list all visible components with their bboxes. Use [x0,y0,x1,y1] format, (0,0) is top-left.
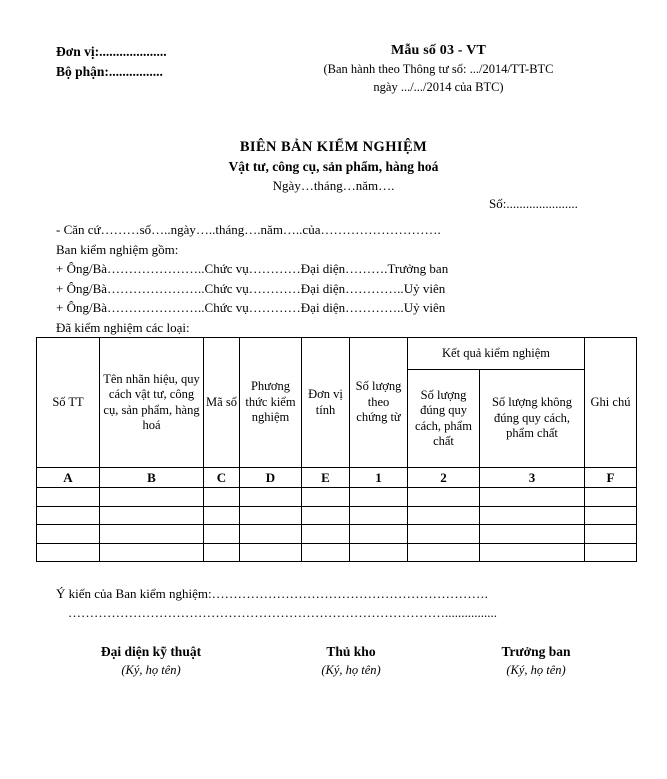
table-cell[interactable] [100,543,204,562]
member-representing-field: Đại diện………. [300,261,388,276]
table-body [37,488,637,562]
table-cell[interactable] [408,506,480,525]
table-cell[interactable] [204,543,240,562]
table-cell[interactable] [585,506,637,525]
signature-note: (Ký, họ tên) [121,663,181,677]
table-cell[interactable] [240,506,302,525]
committee-member-row [56,298,636,318]
member-position-field: Chức vụ………… [204,300,301,315]
table-cell[interactable] [408,488,480,507]
department-field-label: Bộ phận:................ [56,64,163,79]
document-header [0,42,667,96]
table-row[interactable] [37,488,637,507]
basis-line: - Căn cứ………số…..ngày…..tháng….năm…..của………………………. [56,222,441,237]
col-letter: C [204,468,240,488]
table-cell[interactable] [350,488,408,507]
member-name-field: + Ông/Bà………………….. [56,300,205,315]
col-header-unit: Đơn vị tính [302,338,350,468]
table-cell[interactable] [37,488,100,507]
opinion-block [56,584,656,622]
table-cell[interactable] [37,506,100,525]
table-cell[interactable] [302,488,350,507]
title-date-line: Ngày…tháng…năm…. [272,178,395,193]
signature-head-of-committee [436,643,636,679]
table-cell[interactable] [408,543,480,562]
table-cell[interactable] [240,543,302,562]
col-header-stt: Số TT [37,338,100,468]
col-header-qty-doc: Số lượng theo chứng từ [350,338,408,468]
member-role: Trưởng ban [387,261,449,276]
member-representing-field: Đại diện………….. [300,300,404,315]
member-role: Uỷ viên [403,300,446,315]
signature-role: Đại diện kỹ thuật [100,644,202,659]
body-text-block [56,220,636,337]
table-cell[interactable] [100,525,204,544]
signature-block [36,643,636,679]
col-header-name: Tên nhãn hiệu, quy cách vật tư, công cụ, sản phẩm, hàng hoá [100,338,204,468]
table-cell[interactable] [37,525,100,544]
signature-storekeeper [266,643,436,679]
opinion-line-2: ……………………………………………………………………………................ [68,605,497,620]
table-cell[interactable] [302,543,350,562]
col-header-qty-bad: Số lượng không đúng quy cách, phẩm chất [480,370,585,468]
member-name-field: + Ông/Bà………………….. [56,261,205,276]
page-subtitle: Vật tư, công cụ, sản phẩm, hàng hoá [228,159,439,174]
table-cell[interactable] [204,525,240,544]
table-cell[interactable] [240,525,302,544]
unit-field-label: Đơn vị:.................... [56,44,167,59]
table-cell[interactable] [100,506,204,525]
header-right-block [250,42,667,96]
col-letter: 1 [350,468,408,488]
member-role: Uỷ viên [403,280,446,296]
table-cell[interactable] [204,488,240,507]
table-cell[interactable] [585,525,637,544]
table-cell[interactable] [240,488,302,507]
col-header-code: Mã số [204,338,240,468]
issue-line-2: ngày .../.../2014 của BTC) [373,80,504,94]
page-title: BIÊN BẢN KIỂM NGHIỆM [239,139,428,155]
table-cell[interactable] [350,525,408,544]
committee-member-row [56,279,636,299]
table-cell[interactable] [480,506,585,525]
opinion-line-1: Ý kiến của Ban kiểm nghiệm:………………………………………………………. [56,586,488,601]
table-cell[interactable] [37,543,100,562]
header-left-block [0,42,250,82]
member-representing-field: Đại diện………….. [300,280,404,296]
form-code: Mẫu số 03 - VT [390,43,487,58]
member-name-field: + Ông/Bà………………….. [56,280,205,296]
member-position-field: Chức vụ………… [204,280,301,296]
title-block [0,138,667,195]
table-head [37,338,637,488]
signature-role: Thủ kho [326,644,376,659]
col-letter: D [240,468,302,488]
issue-line-1: (Ban hành theo Thông tư số: .../2014/TT-BTC [323,62,554,76]
table-cell[interactable] [585,488,637,507]
table-cell[interactable] [408,525,480,544]
table-cell[interactable] [350,506,408,525]
inspection-table-wrapper [36,337,637,562]
table-cell[interactable] [350,543,408,562]
col-letter: B [100,468,204,488]
table-letter-row [37,468,637,488]
col-letter: F [585,468,637,488]
inspection-table [36,337,637,562]
table-cell[interactable] [480,543,585,562]
committee-intro-line: Ban kiểm nghiệm gồm: [56,241,179,257]
table-group-header-row [37,338,637,370]
signature-role: Trưởng ban [501,644,571,659]
table-row[interactable] [37,543,637,562]
table-cell[interactable] [100,488,204,507]
table-cell[interactable] [204,506,240,525]
document-number-line: Số:...................... [489,196,578,211]
signature-technical-rep [36,643,266,679]
col-header-note: Ghi chú [585,338,637,468]
table-cell[interactable] [480,488,585,507]
col-letter: 3 [480,468,585,488]
col-header-method: Phương thức kiểm nghiệm [240,338,302,468]
signature-note: (Ký, họ tên) [321,663,381,677]
col-letter: A [37,468,100,488]
table-cell[interactable] [585,543,637,562]
table-cell[interactable] [302,506,350,525]
col-letter: E [302,468,350,488]
table-cell[interactable] [302,525,350,544]
table-row[interactable] [37,506,637,525]
inspected-intro-line: Đã kiểm nghiệm các loại: [56,319,190,335]
col-letter: 2 [408,468,480,488]
table-row[interactable] [37,525,637,544]
col-header-qty-ok: Số lượng đúng quy cách, phẩm chất [408,370,480,468]
committee-member-row [56,259,636,279]
signature-note: (Ký, họ tên) [506,663,566,677]
col-group-header-result: Kết quả kiểm nghiệm [408,338,585,370]
table-cell[interactable] [480,525,585,544]
member-position-field: Chức vụ………… [204,261,301,276]
